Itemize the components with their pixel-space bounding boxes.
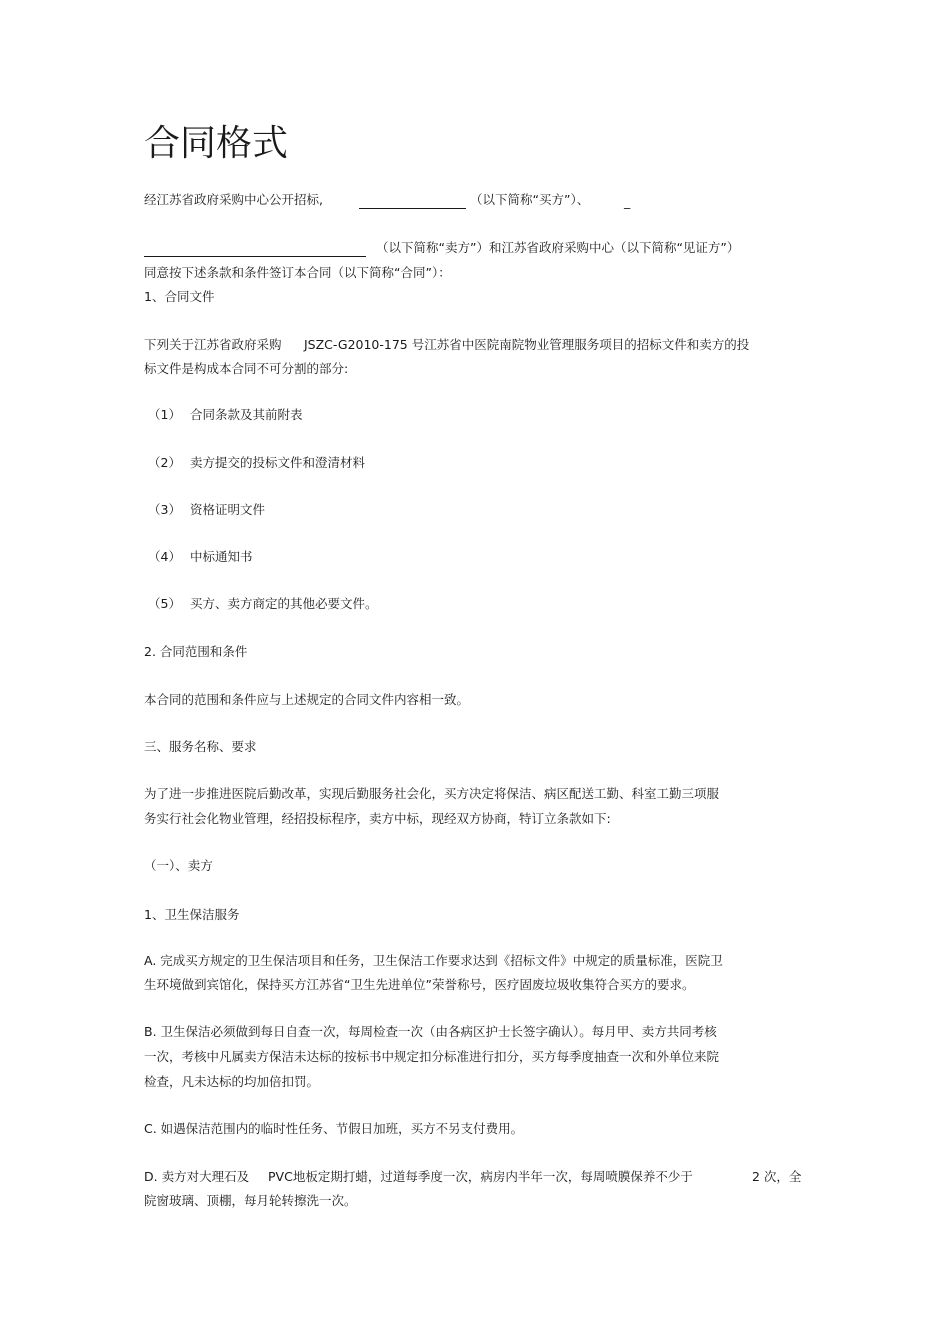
list-item (148, 407, 303, 423)
intro-line1-prefix: 经江苏省政府采购中心公开招标, (144, 192, 323, 207)
cleaning-service-heading: 1、卫生保洁服务 (144, 907, 240, 922)
list-item-number: （4） (148, 549, 181, 564)
list-item (148, 502, 265, 518)
clause-a-line2: 生环境做到宾馆化，保持买方江苏省“卫生先进单位”荣誉称号，医疗固废垃圾收集符合买方的要求。 (144, 977, 695, 992)
list-item-number: （1） (148, 407, 181, 422)
clause-c-line1: C. 如遇保洁范围内的临时性任务、节假日加班，买方不另支付费用。 (144, 1121, 524, 1136)
list-item-text: 卖方提交的投标文件和澄清材料 (190, 455, 366, 470)
clause-d-line1-end: 2 次，全 (752, 1169, 802, 1184)
seller-name-blank (144, 256, 366, 257)
intro-buyer-abbr: （以下简称“买方”）、 (470, 192, 590, 207)
intro-seller-abbr: （以下简称“卖方”）和江苏省政府采购中心（以下简称“见证方”） (376, 240, 740, 255)
section-3-para-line2: 务实行社会化物业管理，经招投标程序，卖方中标，现经双方协商，特订立条款如下: (144, 811, 611, 826)
list-item-number: （3） (148, 502, 181, 517)
list-item-text: 中标通知书 (190, 549, 253, 564)
clause-b-line1: B. 卫生保洁必须做到每日自查一次，每周检查一次（由各病区护士长签字确认）。每月甲、卖方共同考核 (144, 1024, 717, 1039)
clause-b-line3: 检查，凡未达标的均加倍扣罚。 (144, 1074, 320, 1089)
list-item-text: 资格证明文件 (190, 502, 266, 517)
list-item-text: 买方、卖方商定的其他必要文件。 (190, 596, 378, 611)
intro-line1-tail: _ (624, 194, 631, 209)
intro-agreement-line: 同意按下述条款和条件签订本合同（以下简称“合同”）： (144, 265, 451, 280)
list-item-number: （2） (148, 455, 181, 470)
clause-d-line2: 院窗玻璃、顶棚，每月轮转擦洗一次。 (144, 1193, 357, 1208)
list-item (148, 596, 378, 612)
section-1-para-start: 下列关于江苏省政府采购 (144, 337, 282, 352)
subsection-seller-heading: （一）、卖方 (144, 858, 213, 873)
clause-d-line1-middle: PVC地板定期打蜡，过道每季度一次，病房内半年一次，每周喷膜保养不少于 (268, 1169, 693, 1184)
section-1-para-line2: 标文件是构成本合同不可分割的部分: (144, 361, 349, 376)
clause-d-line1-start: D. 卖方对大理石及 (144, 1169, 250, 1184)
document-title: 合同格式 (144, 123, 289, 164)
list-item-number: （5） (148, 596, 181, 611)
section-2-para: 本合同的范围和条件应与上述规定的合同文件内容相一致。 (144, 692, 470, 707)
section-1-heading: 1、合同文件 (144, 289, 215, 304)
list-item-text: 合同条款及其前附表 (190, 407, 303, 422)
list-item (148, 549, 253, 565)
section-3-para-line1: 为了进一步推进医院后勤改革，实现后勤服务社会化，买方决定将保洁、病区配送工勤、科室工勤三项服 (144, 786, 720, 801)
section-2-heading: 2. 合同范围和条件 (144, 644, 248, 659)
clause-a-line1: A. 完成买方规定的卫生保洁项目和任务，卫生保洁工作要求达到《招标文件》中规定的质量标准，医院卫 (144, 953, 723, 968)
section-1-para-code: JSZC-G2010-175 号江苏省中医院南院物业管理服务项目的招标文件和卖方的投 (304, 337, 750, 352)
section-3-heading: 三、服务名称、要求 (144, 739, 257, 754)
list-item (148, 455, 365, 471)
clause-b-line2: 一次，考核中凡属卖方保洁未达标的按标书中规定扣分标准进行扣分，买方每季度抽查一次和外单位来院 (144, 1049, 720, 1064)
buyer-name-blank (359, 208, 466, 209)
